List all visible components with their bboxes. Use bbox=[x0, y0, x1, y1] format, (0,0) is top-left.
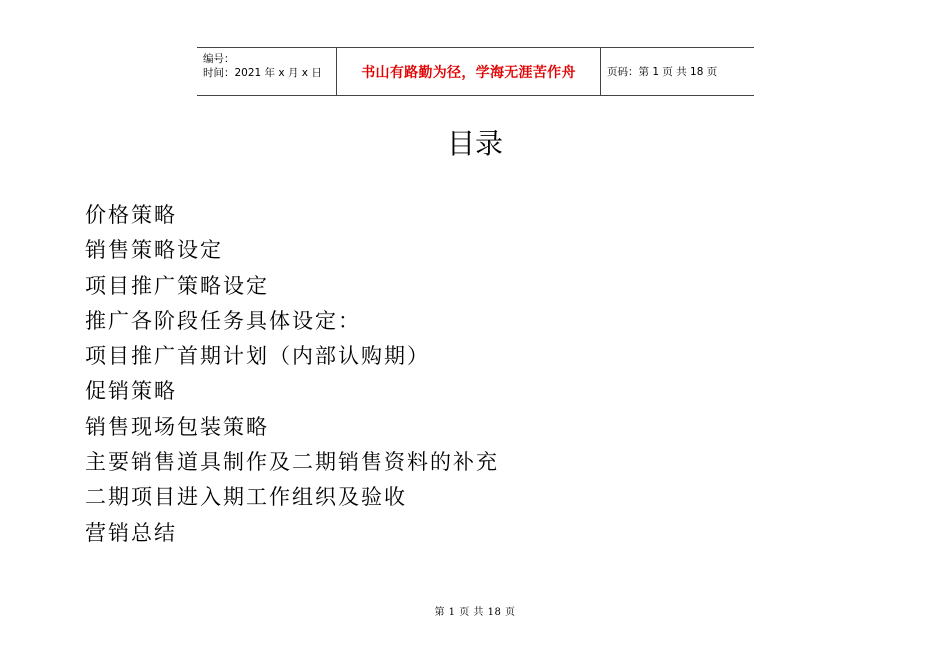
toc-item: 价格策略 bbox=[85, 203, 177, 227]
table-of-contents bbox=[85, 198, 499, 551]
header-page-cell bbox=[601, 48, 754, 95]
header-page-info: 页码：第 1 页 共 18 页 bbox=[607, 66, 718, 78]
toc-item: 销售策略设定 bbox=[85, 238, 223, 263]
header-meta-cell bbox=[197, 48, 337, 95]
page-footer: 第 1 页 共 18 页 bbox=[434, 607, 516, 618]
toc-item: 销售现场包装策略 bbox=[85, 414, 269, 439]
toc-item: 营销总结 bbox=[85, 520, 177, 545]
document-time-label: 时间：2021 年 x 月 x 日 bbox=[203, 67, 322, 79]
page-title: 目录 bbox=[446, 127, 503, 160]
document-number-label: 编号： bbox=[203, 53, 235, 65]
header-motto-cell bbox=[337, 48, 601, 95]
toc-item: 推广各阶段任务具体设定： bbox=[85, 308, 361, 333]
toc-item: 促销策略 bbox=[85, 379, 177, 404]
toc-item: 主要销售道具制作及二期销售资料的补充 bbox=[85, 450, 499, 475]
toc-item: 项目推广策略设定 bbox=[85, 273, 269, 298]
header-motto: 书山有路勤为径，学海无涯苦作舟 bbox=[361, 64, 576, 81]
toc-item: 二期项目进入期工作组织及验收 bbox=[85, 485, 407, 510]
page-header bbox=[197, 47, 754, 96]
toc-item: 项目推广首期计划（内部认购期） bbox=[85, 344, 430, 369]
